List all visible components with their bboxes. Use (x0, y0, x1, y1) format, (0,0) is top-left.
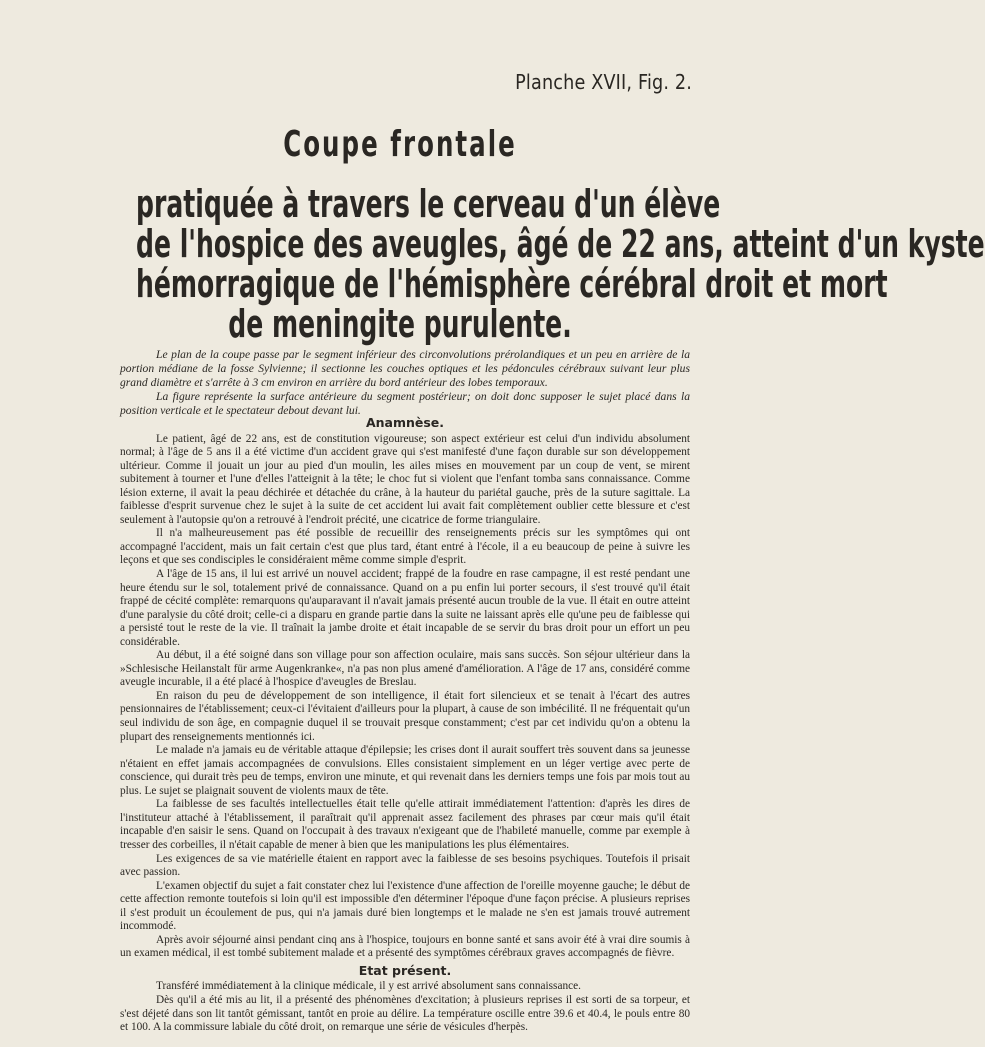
paragraph: Dès qu'il a été mis au lit, il a présenté des phénomènes d'excitation; à plusieurs reprises il est sorti de sa torpeur, et s'est déjeté dans son lit tantôt gémissant, tantôt en proie au délire. La température oscille entre 39.6 et 40.4, le pouls entre 80 et 100. A la commissure labiale du côté droit, on remarque une série de vésicules d'herpès. (120, 993, 690, 1034)
body-text (120, 416, 690, 1035)
paragraph: Les exigences de sa vie matérielle étaient en rapport avec la faiblesse de ses besoins psychiques. Toutefois il prisait avec passion. (120, 852, 690, 879)
paragraph: En raison du peu de développement de son intelligence, il était fort silencieux et se tenait à l'écart des autres pensionnaires de l'établissement; ceux-ci l'évitaient d'ailleurs pour la plupart, à cause de son imbécilité. Il ne fréquentait qu'un seul individu de son âge, en compagnie duquel il se trouvait presque constamment; c'est par cet individu qu'on a obtenu la plupart des renseignements mentionnés ici. (120, 689, 690, 743)
paragraph: Après avoir séjourné ainsi pendant cinq ans à l'hospice, toujours en bonne santé et sans avoir été à vrai dire soumis à un examen médical, il est tombé subitement malade et a présenté des symptômes cérébraux graves accompagnés de fièvre. (120, 933, 690, 960)
subtitle-line: de meningite purulente. (228, 302, 572, 346)
subtitle-line: hémorragique de l'hémisphère cérébral droit et mort (136, 262, 888, 306)
paragraph: Le patient, âgé de 22 ans, est de constitution vigoureuse; son aspect extérieur est celui d'un individu absolument normal; à l'âge de 5 ans il a été victime d'un accident grave qui s'est manifesté d'une façon durable sur son développement ultérieur. Comme il jouait un jour au pied d'un moulin, les ailes mises en mouvement par un coup de vent, se mirent subitement à tourner et l'une d'elles l'atteignit à la tête; le choc fut si violent que l'enfant tomba sans connaissance. Comme lésion externe, il avait la peau déchirée et détachée du crâne, à la hauteur du pariétal gauche, près de la suture sagittale. La faiblesse d'esprit survenue chez le sujet à la suite de cet accident lui avait fait complètement oublier cette blessure et c'est seulement à l'autopsie qu'on a retrouvé à l'endroit précité, une cicatrice de forme triangulaire. (120, 432, 690, 526)
paragraph: La faiblesse de ses facultés intellectuelles était telle qu'elle attirait immédiatement l'attention: d'après les dires de l'instituteur attaché à l'établissement, il paraîtrait qu'il apprenait assez facilement des phrases par cœur mais qu'il était incapable d'en saisir le sens. Quand on l'occupait à des travaux n'exigeant que de l'habileté manuelle, comme par exemple à tresser des corbeilles, il n'était capable de mener à bien que les manipulations les plus élémentaires. (120, 798, 690, 851)
subtitle (136, 182, 985, 346)
plate-label: Planche XVII, Fig. 2. (515, 70, 692, 94)
paragraph: Transféré immédiatement à la clinique médicale, il y est arrivé absolument sans connaissance. (156, 980, 581, 993)
page-title: Coupe frontale (283, 124, 517, 165)
paragraph: Le malade n'a jamais eu de véritable attaque d'épilepsie; les crises dont il aurait souffert très souvent dans sa jeunesse n'étaient en effet jamais accompagnées de convulsions. Elles consistaient simplement en un léger vertige avec perte de conscience, qui durait très peu de temps, environ une minute, et qui revenait dans les derniers temps une fois par mois tout au plus. Le sujet se plaignait souvent de violents maux de tête. (120, 744, 690, 797)
subtitle-line: de l'hospice des aveugles, âgé de 22 ans, atteint d'un kyste (136, 222, 985, 266)
section-heading-anamnese: Anamnèse. (365, 415, 445, 430)
paragraph: Au début, il a été soigné dans son village pour son affection oculaire, mais sans succès. Son séjour ultérieur dans la »Schlesische Heilanstalt für arme Augenkranke«, n'a pas non plus amené d'amélioration. A l'âge de 17 ans, considéré comme aveugle incurable, il a été placé à l'hospice d'aveugles de Breslau. (120, 649, 690, 689)
abstract-paragraph: La figure représente la surface antérieure du segment postérieur; on doit donc supposer le sujet placé dans la position verticale et le spectateur debout devant lui. (120, 390, 690, 417)
paragraph: L'examen objectif du sujet a fait constater chez lui l'existence d'une affection de l'oreille moyenne gauche; le début de cette affection remonte toutefois si loin qu'il est impossible d'en déterminer l'époque d'une façon précise. A plusieurs reprises il s'est produit un écoulement de pus, qui n'a jamais duré bien longtemps et le malade ne s'en est jamais trouvé autrement incommodé. (120, 879, 690, 933)
paragraph: Il n'a malheureusement pas été possible de recueillir des renseignements précis sur les symptômes qui ont accompagné l'accident, mais un fait certain c'est que plus tard, étant entré à l'école, il a eu beaucoup de peine à suivre les leçons et que ses condisciples le considéraient même comme simple d'esprit. (120, 527, 690, 567)
paragraph: A l'âge de 15 ans, il lui est arrivé un nouvel accident; frappé de la foudre en rase campagne, il est resté pendant une heure étendu sur le sol, totalement privé de connaissance. Quand on a pu enfin lui porter secours, il s'est trouvé qu'il était frappé de cécité complète: remarquons qu'auparavant il n'avait jamais présenté aucun trouble de la vue. Il était en outre atteint d'une paralysie du côté droit; celle-ci a disparu en grande partie dans la suite ne laissant après elle qu'une peu de faiblesse qui a persisté tout le reste de la vie. Il traînait la jambe droite et était incapable de se servir du bras droit pour un effort un peu considérable. (120, 568, 690, 648)
abstract-paragraph: Le plan de la coupe passe par le segment inférieur des circonvolutions prérolandiques et un peu en arrière de la portion médiane de la fosse Sylvienne; il sectionne les couches optiques et les pédoncules cérébraux suivant leur plus grand diamètre et s'arrête à 3 cm environ en arrière du bord antérieur des lobes temporaux. (120, 348, 690, 389)
section-heading-etat-present: Etat présent. (358, 962, 452, 978)
subtitle-line: pratiquée à travers le cerveau d'un élève (136, 182, 721, 226)
abstract (120, 348, 690, 418)
